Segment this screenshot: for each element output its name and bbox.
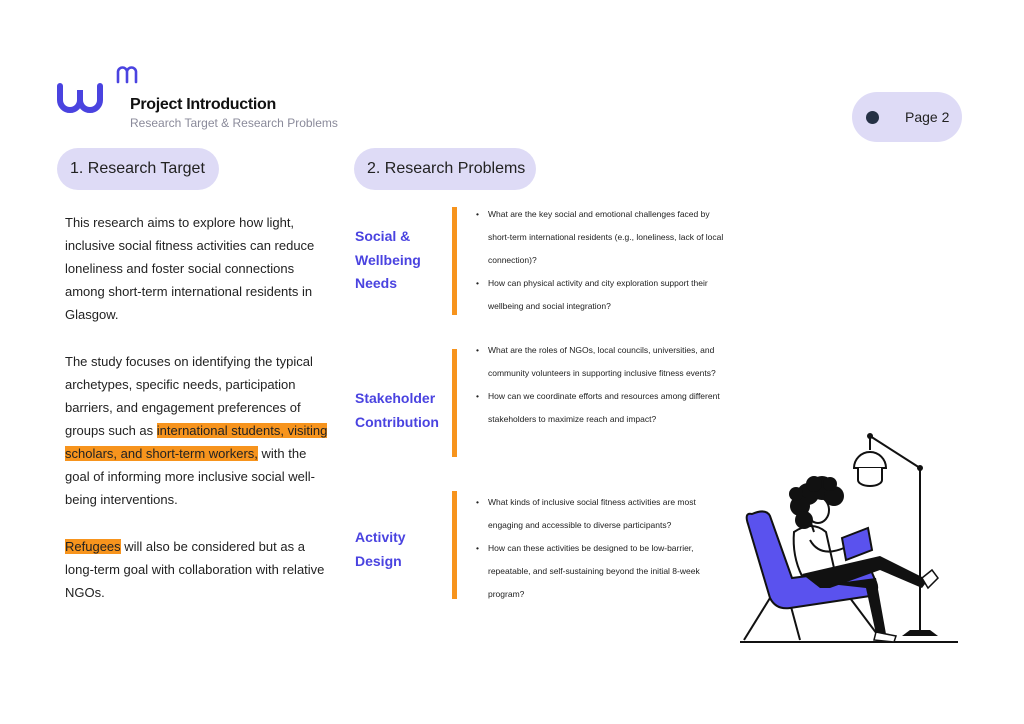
paragraph-2-tail: with the goal of informing more inclusive social well-being interventions. — [65, 446, 315, 507]
research-target-heading: 1. Research Target — [57, 148, 219, 190]
question-list-social-wellbeing — [476, 203, 731, 318]
list-item: • How can we coordinate efforts and resources among different stakeholders to maximize reach and impact? — [476, 385, 731, 431]
category-stakeholder: Stakeholder Contribution — [355, 390, 439, 430]
category-social-wellbeing: Social & Wellbeing Needs — [355, 228, 421, 291]
list-item: • How can these activities be designed to be low-barrier, repeatable, and self-sustaining beyond the initial 8-week program? — [476, 537, 731, 606]
research-problems-heading: 2. Research Problems — [354, 148, 536, 190]
research-target-paragraph-2 — [65, 350, 330, 511]
paragraph-2-text: The study focuses on identifying the typical archetypes, specific needs, participation barriers, and engagement preferences of groups such as — [65, 354, 313, 438]
question-list-stakeholder — [476, 339, 731, 431]
category-divider — [452, 349, 457, 457]
list-item: • What are the key social and emotional challenges faced by short-term international residents (e.g., loneliness, lack of local connection)? — [476, 203, 731, 272]
highlight-target-groups: international students, visiting scholars, and short-term workers, — [65, 423, 328, 461]
list-item: • What are the roles of NGOs, local councils, universities, and community volunteers in supporting inclusive fitness events? — [476, 339, 731, 385]
list-item: • How can physical activity and city exploration support their wellbeing and social integration? — [476, 272, 731, 318]
research-target-paragraph-3 — [65, 535, 330, 604]
question-list-activity-design — [476, 491, 731, 606]
page-indicator — [852, 92, 962, 142]
category-activity-design: Activity Design — [355, 529, 406, 569]
paragraph-3-tail: will also be considered but as a long-term goal with collaboration with relative NGOs. — [65, 539, 325, 600]
page-title: Project Introduction — [130, 96, 277, 113]
research-target-paragraph-1: This research aims to explore how light, inclusive social fitness activities can reduce loneliness and foster social connections among short-term international residents in Glasgow. — [65, 215, 315, 322]
category-divider — [452, 491, 457, 599]
page-subtitle: Research Target & Research Problems — [130, 116, 338, 130]
list-item: • What kinds of inclusive social fitness activities are most engaging and accessible to diverse participants? — [476, 491, 731, 537]
category-divider — [452, 207, 457, 315]
reading-person-illustration — [730, 428, 970, 648]
highlight-refugees: Refugees — [65, 539, 121, 554]
page-dot-icon — [866, 111, 879, 124]
page-number: Page 2 — [905, 109, 950, 125]
